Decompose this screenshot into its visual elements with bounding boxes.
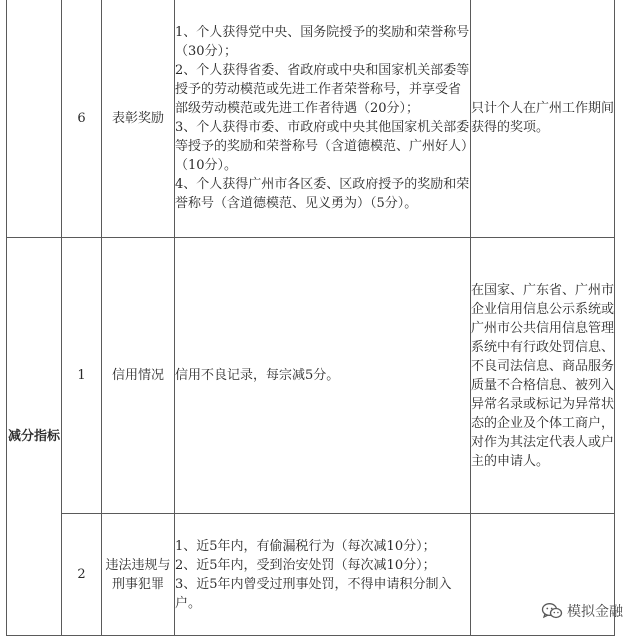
item-note: 只计个人在广州工作期间获得的奖项。 <box>471 0 615 238</box>
table-row <box>7 514 615 636</box>
item-number: 1 <box>62 238 102 514</box>
points-table <box>6 0 615 636</box>
watermark-text: 模拟金融 <box>567 604 623 620</box>
table-row <box>7 0 615 238</box>
watermark <box>541 601 623 621</box>
item-note: 在国家、广东省、广州市企业信用信息公示系统或广州市公共信用信息管理系统中有行政处罚信息、不良司法信息、商品服务质量不合格信息、被列入异常名录或标记为异常状态的企业及个体工商户，对作为其法定代表人或户主的申请人。 <box>471 238 615 514</box>
content-line: 3、近5年内曾受过刑事处罚，不得申请积分制入户。 <box>175 576 452 611</box>
content-line: 1、近5年内，有偷漏税行为（每次减10分）； <box>175 538 436 554</box>
item-number: 2 <box>62 514 102 636</box>
item-content <box>175 0 471 238</box>
content-line: 信用不良记录，每宗减5分。 <box>175 368 340 383</box>
item-name: 违法违规与刑事犯罪 <box>102 514 175 636</box>
wechat-icon <box>541 602 563 620</box>
content-line: 2、近5年内，受到治安处罚（每次减10分）； <box>175 557 436 573</box>
item-name: 信用情况 <box>102 238 175 514</box>
content-line: 1、个人获得党中央、国务院授予的奖励和荣誉称号（30分）； <box>175 25 470 59</box>
item-name: 表彰奖励 <box>102 0 175 238</box>
category-cell: 减分指标 <box>7 238 62 636</box>
content-line: 3、个人获得市委、市政府或中央其他国家机关部委等授予的奖励和荣誉称号（含道德模范、广州好人）（10分）。 <box>175 120 470 173</box>
item-content <box>175 238 471 514</box>
content-line: 4、个人获得广州市各区委、区政府授予的奖励和荣誉称号（含道德模范、见义勇为）（5分）。 <box>175 177 470 211</box>
category-cell <box>7 0 62 238</box>
content-line: 2、个人获得省委、省政府或中央和国家机关部委等授予的劳动模范或先进工作者荣誉称号，并享受省部级劳动模范或先进工作者待遇（20分）； <box>175 63 470 116</box>
item-content <box>175 514 471 636</box>
table-row <box>7 238 615 514</box>
item-number: 6 <box>62 0 102 238</box>
